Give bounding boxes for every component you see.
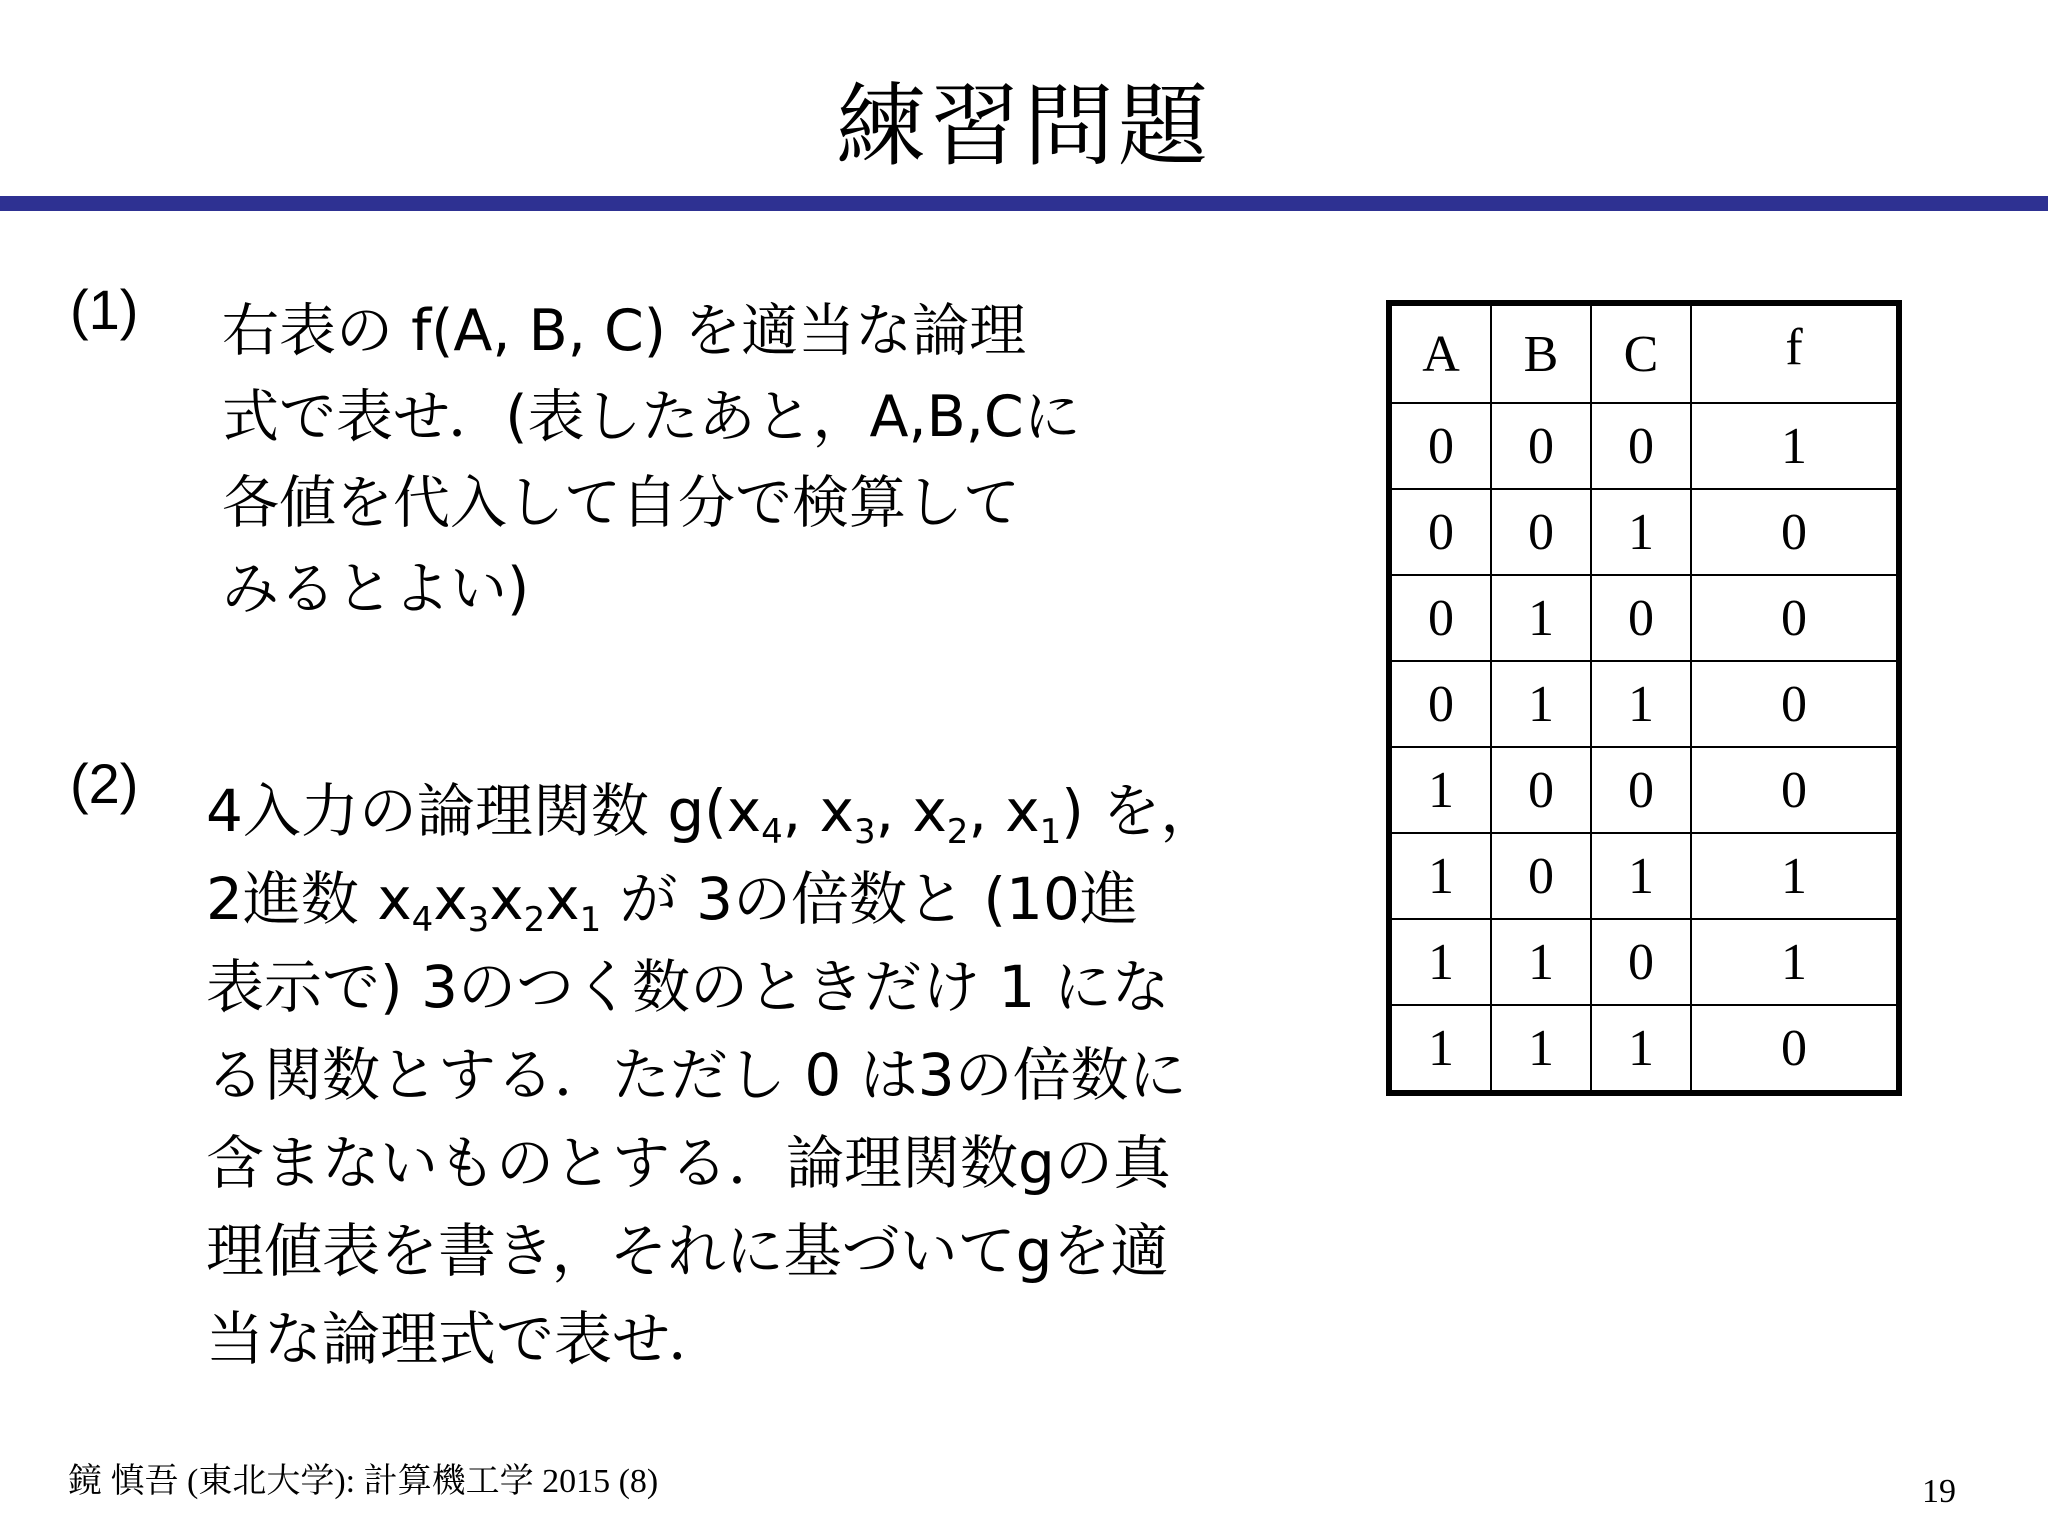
table-cell: 0 [1691,575,1899,661]
column-header-b: B [1491,303,1591,403]
table-cell: 0 [1389,661,1491,747]
column-header-a: A [1389,303,1491,403]
table-cell: 1 [1591,833,1691,919]
table-cell: 0 [1591,575,1691,661]
column-header-c: C [1591,303,1691,403]
footer-credit: 鏡 慎吾 (東北大学): 計算機工学 2015 (8) [68,1463,659,1500]
table-cell: 0 [1691,661,1899,747]
table-row [1389,747,1899,833]
column-header-f: f [1691,303,1899,403]
table-cell: 0 [1691,489,1899,575]
table-row [1389,575,1899,661]
question-2-line: 4入力の論理関数 $g(x_4$, $x_3$, $x_2$, $x_1$) を， [206,777,1219,852]
table-cell: 1 [1591,661,1691,747]
table-cell: 1 [1591,489,1691,575]
table-row [1389,833,1899,919]
table-cell: 1 [1491,1005,1591,1093]
table-cell: 0 [1691,747,1899,833]
table-row [1389,403,1899,489]
table-cell: 1 [1491,575,1591,661]
question-1-line: みるとよい) [222,556,530,622]
table-cell: 0 [1389,489,1491,575]
table-cell: 1 [1691,833,1899,919]
question-2-line: 理値表を書き，それに基づいてgを適 [206,1217,1169,1285]
table-cell: 0 [1491,833,1591,919]
question-1-line: 式で表せ．(表したあと，A,B,Cに [222,384,1081,450]
question-1-line: 右表の f(A, B, C) を適当な論理 [222,298,1027,364]
table-row [1389,489,1899,575]
table-cell: 1 [1389,919,1491,1005]
table-cell: 1 [1691,403,1899,489]
table-cell: 1 [1491,661,1591,747]
table-row [1389,919,1899,1005]
table-cell: 0 [1389,575,1491,661]
table-cell: 0 [1491,747,1591,833]
question-2-number: (2) [70,752,139,815]
question-1-number: (1) [70,278,139,341]
question-2-line: 2進数 $x_4x_3x_2x_1$ が 3の倍数と (10進 [206,865,1138,940]
table-row [1389,661,1899,747]
table-cell: 1 [1389,833,1491,919]
table-cell: 1 [1691,919,1899,1005]
question-2-line: る関数とする．ただし 0 は3の倍数に [206,1041,1187,1109]
table-cell: 1 [1389,747,1491,833]
table-cell: 1 [1491,919,1591,1005]
truth-table-header-row [1389,303,1899,403]
question-2-text [206,767,1218,1383]
question-2-line: 含まないものとする．論理関数gの真 [206,1129,1171,1197]
page-number: 19 [1922,1473,1956,1510]
truth-table [1386,300,1902,1096]
table-row [1389,1005,1899,1093]
table-cell: 1 [1591,1005,1691,1093]
table-cell: 0 [1691,1005,1899,1093]
question-2-line: 当な論理式で表せ． [206,1305,727,1373]
table-cell: 1 [1389,1005,1491,1093]
title-underline [0,196,2048,211]
table-cell: 0 [1591,403,1691,489]
table-cell: 0 [1591,919,1691,1005]
slide-title: 練習問題 [836,74,1212,179]
question-2-line: 表示で) 3のつく数のときだけ 1 にな [206,953,1170,1021]
table-cell: 0 [1491,489,1591,575]
question-1-line: 各値を代入して自分で検算して [222,470,1020,536]
table-cell: 0 [1389,403,1491,489]
table-cell: 0 [1591,747,1691,833]
table-cell: 0 [1491,403,1591,489]
question-1-text [222,288,1081,632]
